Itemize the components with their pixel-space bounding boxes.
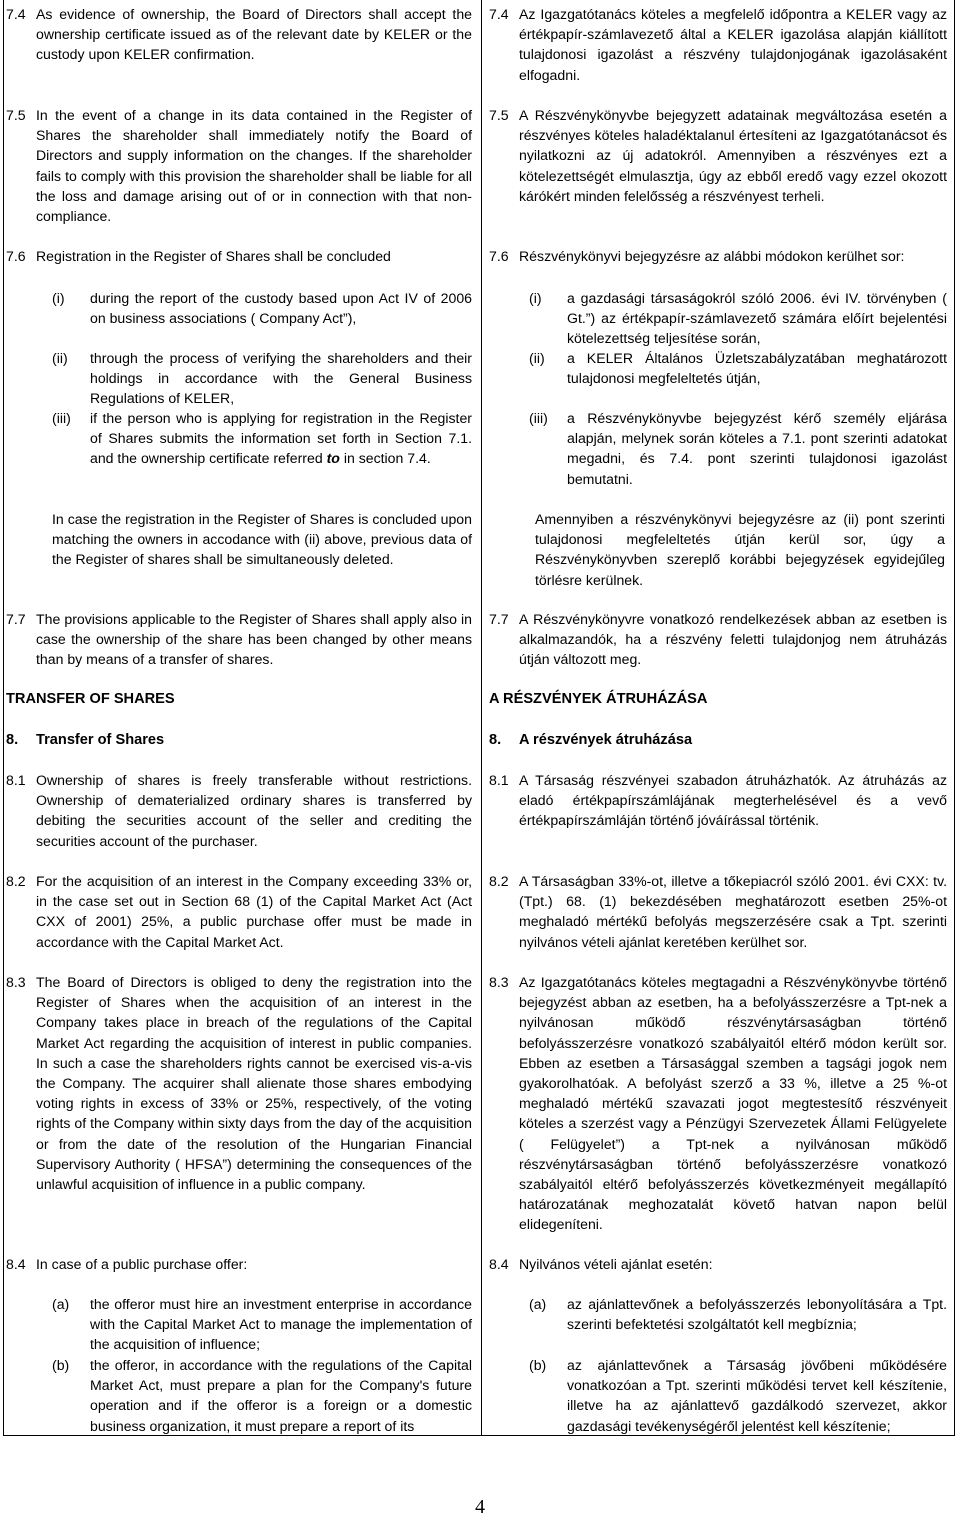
section-7-7-en [6, 609, 472, 670]
section-7-5-en [6, 105, 472, 226]
section-7-7-hu [489, 609, 947, 670]
section-text: The provisions applicable to the Register of Shares shall apply also in case the ownership of the share has been changed by other means than by means of a transfer of shares. [36, 611, 472, 668]
section-text: Az Igazgatótanács köteles megtagadni a Részvénykönyvbe történő bejegyzést abban az esetben, ha a befolyásszerzésre a Tpt-nek a nyilvánosan működő részvénytársaságban történő befolyásszerzésre vonatkozó szabályaitól eltérő módon került sor. Ebben az esetben a Társasággal szemben a tagsági jogok nem gyakorolhatóak. A befolyást szerző a 33 %, illetve a 25 %-ot meghaladó mértékű szavazati jogot megtestesítő részvényeit köteles a szerzést vagy a Pénzügyi Szervezetek Állami Felügyelete ( Felügyelet”) a Tpt-nek a nyilvánosan működő részvénytársaságban történő befolyásszerzésre vonatkozó szabályaitól eltérő befolyásszerzés következményeit megállapító határozatának meghozatalát követő hatvan napon belül elidegeníteni. [519, 974, 947, 1233]
english-column [6, 0, 472, 1436]
section-number: 8.2 [489, 873, 509, 889]
page-number: 4 [475, 1496, 485, 1518]
section-number: 7.7 [6, 611, 26, 627]
list-text: az ajánlattevőnek a Társaság jövőbeni működésére vonatkozóan a Tpt. szerinti működési tervet kell készítenie, illetve ha az ajánlattevő gazdálkodó szervezet, akkor gazdasági tevékenységéről jelentést kell készítenie; [567, 1357, 947, 1434]
list-item [529, 408, 947, 489]
list-label: (b) [529, 1357, 547, 1373]
section-number: 8.3 [489, 974, 509, 990]
section-text: Az Igazgatótanács köteles a megfelelő időpontra a KELER vagy az értékpapír-számlavezető által a KELER igazolása alapján kiállított tulajdonosi igazolást a részvény tulajdonjogának igazolásaként elfogadni. [519, 6, 947, 83]
list-text: a gazdasági társaságokról szóló 2006. évi IV. törvényben ( Gt.”) az értékpapír-számlavezető számára előírt bejelentési kötelezettség teljesítése során, [567, 290, 947, 347]
list-item [52, 288, 472, 328]
section-number: 7.7 [489, 611, 509, 627]
list-item [52, 348, 472, 409]
list-label: (ii) [52, 350, 68, 366]
list-label: (i) [529, 290, 542, 306]
section-text: Ownership of shares is freely transferable without restrictions. Ownership of dematerialized ordinary shares is transferred by debiting the securities account of the seller and crediting the securities account of the purchaser. [36, 772, 472, 849]
list-label: (iii) [529, 410, 548, 426]
list-item [52, 1355, 472, 1436]
section-8-1-en [6, 770, 472, 851]
list-text: a Részvénykönyvbe bejegyzést kérő személy eljárása alapján, melynek során köteles a 7.1. pont szerinti adatokat megadni, és 7.4. pont szerinti tulajdonosi igazolást bemutatni. [567, 410, 947, 487]
section-number: 7.4 [6, 6, 26, 22]
list-item [529, 1294, 947, 1334]
section-number: 7.5 [6, 107, 26, 123]
section-7-5-hu [489, 105, 947, 206]
list-label: (i) [52, 290, 65, 306]
list-label: (b) [52, 1357, 70, 1373]
section-number: 8.4 [489, 1256, 509, 1272]
section-text: For the acquisition of an interest in the Company exceeding 33% or, in the case set out in Section 68 (1) of the Capital Market Act (Act CXX of 2001) 25%, a public purchase offer must be made in accordance with the Capital Market Act. [36, 873, 472, 950]
section-text: As evidence of ownership, the Board of Directors shall accept the ownership certificate issued as of the relevant date by KELER or the custody upon KELER confirmation. [36, 6, 472, 63]
section-text: In case of a public purchase offer: [36, 1256, 248, 1272]
section-7-6-en [6, 246, 472, 266]
section-heading: 8. Transfer of Shares [6, 732, 165, 748]
list-text: az ajánlattevőnek a befolyásszerzés lebonyolítására a Tpt. szerinti befektetési szolgáltatót kell megbíznia; [567, 1296, 947, 1333]
section-7-4-hu [489, 4, 947, 85]
section-7-6-hu [489, 246, 947, 266]
chapter-heading: A RÉSZVÉNYEK ÁTRUHÁZÁSA [489, 691, 708, 707]
list-text: if the person who is applying for registration in the Register of Shares submits the information set forth in Section 7.1. and the ownership certificate referred to in section 7.4. [90, 410, 472, 467]
section-text: A Társaságban 33%-ot, illetve a tőkepiacról szóló 2001. évi CXX: tv. (Tpt.) 68. (1) bekezdésében meghatározott esetben 25%-ot meghaladó mértékű befolyás megszerzésére csak a Tpt. szerinti nyilvános vételi ajánlat keretében kerülhet sor. [519, 873, 947, 950]
section-text: A Részvénykönyvbe bejegyzett adatainak megváltozása esetén a részvényes köteles haladéktalanul értesíteni az Igazgatótanácsot és nyilatkozni az új adatokról. Amennyiben a részvényes ezt a kötelezettségét elmulasztja, úgy az ebből eredő vagy ezzel okozott kárókért minden felelősség a részvényest terheli. [519, 107, 947, 204]
hungarian-column [489, 0, 947, 1436]
section-text: Registration in the Register of Shares shall be concluded [36, 248, 391, 264]
section-7-4-en [6, 4, 472, 65]
section-number: 8.3 [6, 974, 26, 990]
section-8-2-en [6, 871, 472, 952]
paragraph: In case the registration in the Register of Shares is concluded upon matching the owners in accodance with (ii) above, previous data of the Register of shares shall be simultaneously deleted. [52, 511, 472, 568]
section-number: 7.4 [489, 6, 509, 22]
section-number: 8.1 [489, 772, 509, 788]
list-label: (ii) [529, 350, 545, 366]
list-text: the offeror, in accordance with the regulations of the Capital Market Act, must prepare a plan for the Company's future operation and if the offeror is a foreign or a domestic business organization, it must prepare a report of its [90, 1357, 472, 1434]
section-8-1-hu [489, 770, 947, 831]
list-text: through the process of verifying the shareholders and their holdings in accordance with the General Business Regulations of KELER, [90, 350, 472, 407]
section-8-3-hu [489, 972, 947, 1235]
section-heading: 8. A részvények átruházása [489, 732, 693, 748]
list-item [52, 408, 472, 469]
list-item [529, 348, 947, 388]
list-text: during the report of the custody based upon Act IV of 2006 on business associations ( Company Act”), [90, 290, 472, 327]
section-text: Részvénykönyvi bejegyzésre az alábbi módokon kerülhet sor: [519, 248, 905, 264]
list-label: (a) [529, 1296, 547, 1312]
section-text: Nyilvános vételi ajánlat esetén: [519, 1256, 713, 1272]
section-number: 8.1 [6, 772, 26, 788]
list-text: a KELER Általános Üzletszabályzatában meghatározott tulajdonosi megfeleltetés útján, [567, 350, 947, 387]
list-label: (iii) [52, 410, 71, 426]
list-item [529, 288, 947, 349]
list-item [529, 1355, 947, 1436]
section-8-3-en [6, 972, 472, 1194]
section-number: 7.6 [489, 248, 509, 264]
list-text: the offeror must hire an investment enterprise in accordance with the Capital Market Act to manage the implementation of the acquisition of influence; [90, 1296, 472, 1353]
section-number: 8.2 [6, 873, 26, 889]
paragraph: Amennyiben a részvénykönyvi bejegyzésre az (ii) pont szerinti tulajdonosi megfeleltetés útján kerül sor, úgy a Részvénykönyvben szereplő korábbi bejegyzések egyidejűleg törlésre kerülnek. [535, 511, 945, 588]
section-text: The Board of Directors is obliged to deny the registration into the Register of Shares when the acquisition of an interest in the Company takes place in breach of the regulations of the Capital Market Act regarding the acquisition of interest in public companies. In such a case the shareholders rights cannot be exercised vis-a-vis the Company. The acquirer shall alienate those shares embodying voting rights in excess of 33% or 25%, respectively, of the voting rights of the Company within sixty days from the day of the acquisition or from the date of the resolution of the Hungarian Financial Supervisory Authority ( HFSA”) determining the consequences of the unlawful acquisition of influence in a public company. [36, 974, 472, 1193]
section-8-2-hu [489, 871, 947, 952]
list-label: (a) [52, 1296, 70, 1312]
section-number: 7.6 [6, 248, 26, 264]
list-item [52, 1294, 472, 1355]
section-8-4-en [6, 1254, 472, 1274]
section-number: 7.5 [489, 107, 509, 123]
section-8-4-hu [489, 1254, 947, 1274]
section-text: A Részvénykönyvre vonatkozó rendelkezések abban az esetben is alkalmazandók, ha a részvény feletti tulajdonjog nem átruházás útján változott meg. [519, 611, 947, 668]
section-text: In the event of a change in its data contained in the Register of Shares the shareholder shall immediately notify the Board of Directors and supply information on the changes. If the shareholder fails to comply with this provision the shareholder shall be liable for all the loss and damage arising out of or in connection with that non-compliance. [36, 107, 472, 225]
column-divider [481, 0, 482, 1436]
section-number: 8.4 [6, 1256, 26, 1272]
chapter-heading: TRANSFER OF SHARES [6, 691, 175, 707]
section-text: A Társaság részvényei szabadon átruházhatók. Az átruházás az eladó értékpapírszámlájának megterhelésével és a vevő értékpapírszámláján történő jóváírással történik. [519, 772, 947, 829]
